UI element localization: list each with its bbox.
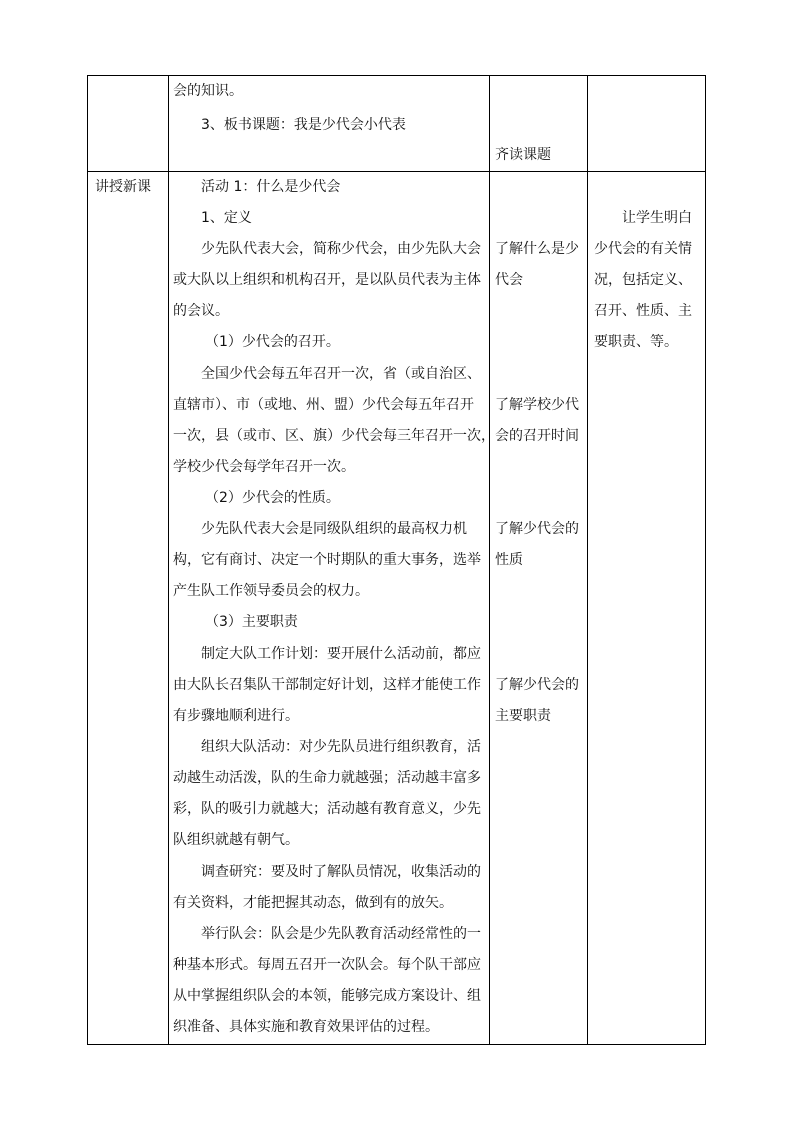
content-line: 会的知识。 xyxy=(173,83,243,99)
content-line: 直辖市）、市（或地、州、盟）少代会每五年召开 xyxy=(173,397,474,413)
student-activity-text: 主要职责 xyxy=(495,708,551,724)
content-line: 构，它有商讨、决定一个时期队的重大事务，选举 xyxy=(173,552,481,568)
content-line: 由大队长召集队干部制定好计划，这样才能使工作 xyxy=(173,677,481,693)
content-line: 动越生动活泼，队的生命力就越强；活动越丰富多 xyxy=(173,770,481,786)
column-divider-student xyxy=(587,76,588,1044)
design-intent-text: 要职责、等。 xyxy=(594,334,678,350)
student-activity-text: 性质 xyxy=(495,552,523,568)
student-activity-text: 了解什么是少 xyxy=(495,241,579,257)
content-line: 的会议。 xyxy=(173,303,229,319)
content-line: 有关资料，才能把握其动态，做到有的放矢。 xyxy=(173,895,453,911)
design-intent-text: 让学生明白 xyxy=(622,210,692,226)
student-activity-text: 了解少代会的 xyxy=(495,677,579,693)
design-intent-text: 况，包括定义、 xyxy=(594,272,692,288)
content-line: 有步骤地顺利进行。 xyxy=(173,708,299,724)
content-line: 3、板书课题：我是少代会小代表 xyxy=(201,117,406,133)
stage-label: 讲授新课 xyxy=(95,179,151,195)
student-activity-text: 齐读课题 xyxy=(495,147,551,163)
design-intent-text: 召开、性质、主 xyxy=(594,303,692,319)
column-divider-content xyxy=(489,76,490,1044)
content-line: 举行队会：队会是少先队教育活动经常性的一 xyxy=(201,926,481,942)
content-line: 一次，县（或市、区、旗）少代会每三年召开一次， xyxy=(173,428,495,444)
content-line: 种基本形式。每周五召开一次队会。每个队干部应 xyxy=(173,957,481,973)
content-line: 队组织就越有朝气。 xyxy=(173,832,299,848)
student-activity-text: 了解少代会的 xyxy=(495,521,579,537)
content-line: 少先队代表大会，简称少代会，由少先队大会 xyxy=(201,241,481,257)
column-divider-stage xyxy=(168,76,169,1044)
content-line: 少先队代表大会是同级队组织的最高权力机 xyxy=(201,521,467,537)
content-line: 调查研究：要及时了解队员情况，收集活动的 xyxy=(201,864,481,880)
content-line: 彩，队的吸引力就越大；活动越有教育意义，少先 xyxy=(173,801,481,817)
design-intent-text: 少代会的有关情 xyxy=(594,241,692,257)
row-divider xyxy=(88,171,705,172)
content-line: 从中掌握组织队会的本领，能够完成方案设计、组 xyxy=(173,988,481,1004)
student-activity-text: 代会 xyxy=(495,272,523,288)
subsection-heading: （1）少代会的召开。 xyxy=(205,334,340,350)
content-line: 或大队以上组织和机构召开，是以队员代表为主体 xyxy=(173,272,481,288)
content-line: 学校少代会每学年召开一次。 xyxy=(173,459,355,475)
section-heading: 1、定义 xyxy=(201,210,252,226)
student-activity-text: 会的召开时间 xyxy=(495,428,579,444)
content-line: 制定大队工作计划：要开展什么活动前，都应 xyxy=(201,646,481,662)
content-line: 织准备、具体实施和教育效果评估的过程。 xyxy=(173,1019,439,1035)
activity-heading: 活动 1：什么是少代会 xyxy=(201,179,341,195)
content-line: 组织大队活动：对少先队员进行组织教育，活 xyxy=(201,739,481,755)
subsection-heading: （2）少代会的性质。 xyxy=(205,490,340,506)
content-line: 产生队工作领导委员会的权力。 xyxy=(173,583,369,599)
content-line: 全国少代会每五年召开一次，省（或自治区、 xyxy=(201,366,481,382)
student-activity-text: 了解学校少代 xyxy=(495,397,579,413)
subsection-heading: （3）主要职责 xyxy=(205,614,298,630)
